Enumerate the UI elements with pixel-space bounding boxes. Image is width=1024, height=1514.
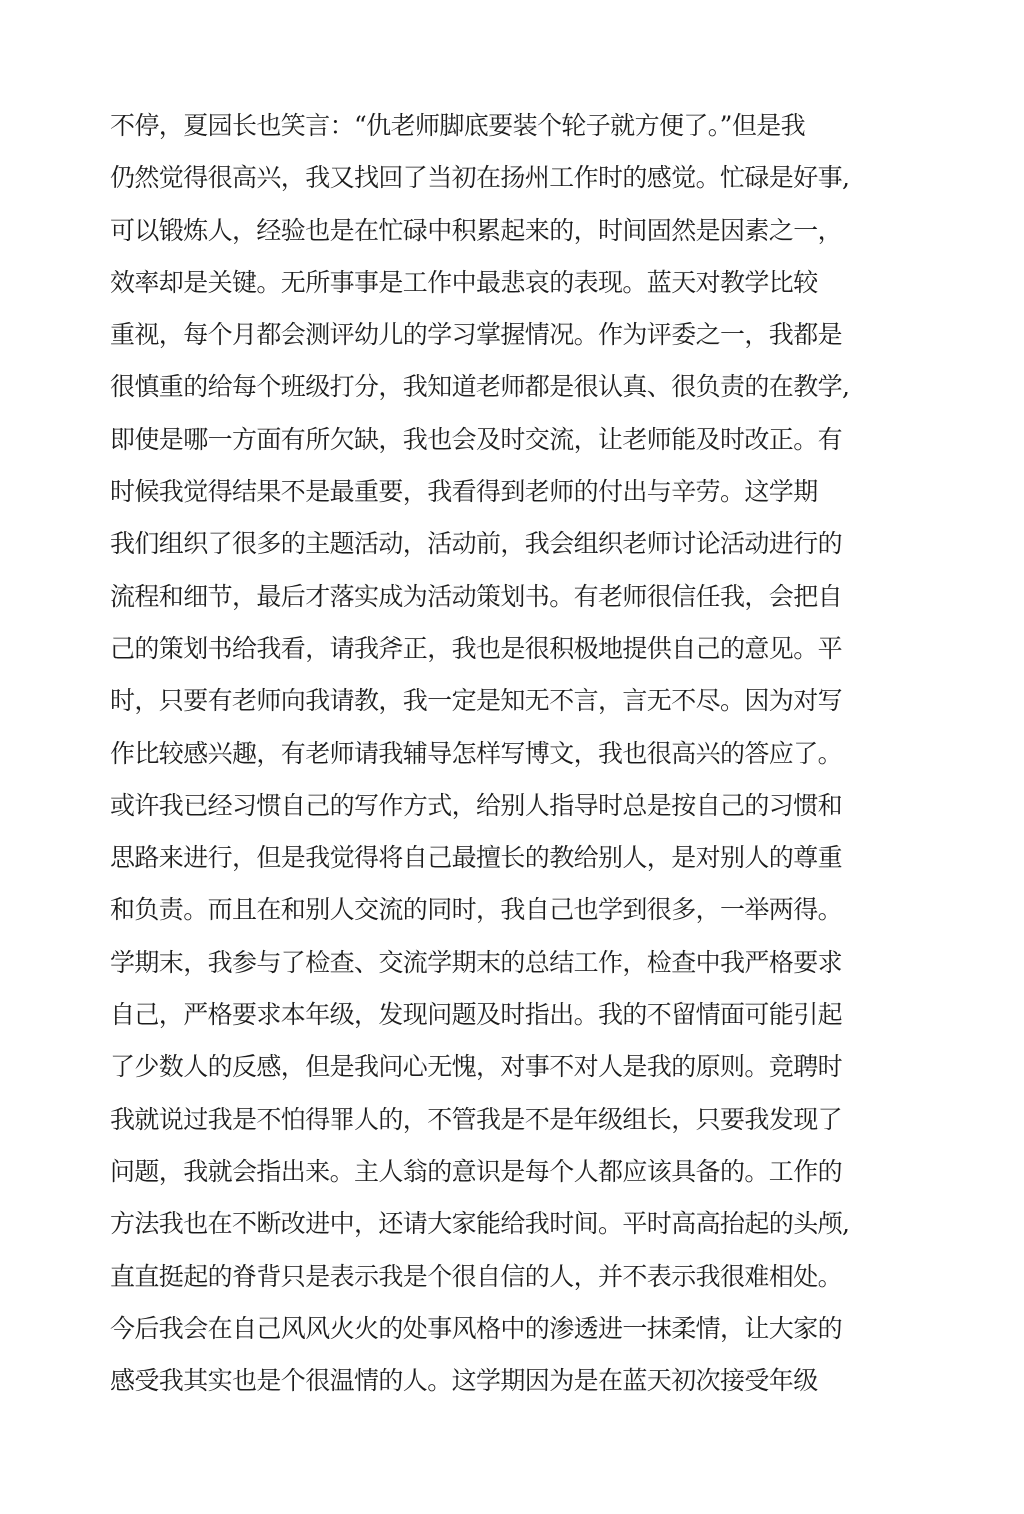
text-line: 自己，严格要求本年级，发现问题及时指出。我的不留情面可能引起: [110, 1000, 843, 1030]
text-line: 或许我已经习惯自己的写作方式，给别人指导时总是按自己的习惯和: [110, 790, 843, 820]
text-line: 我就说过我是不怕得罪人的，不管我是不是年级组长，只要我发现了: [110, 1104, 843, 1134]
text-line: 效率却是关键。无所事事是工作中最悲哀的表现。蓝天对教学比较: [110, 267, 818, 297]
text-line: 仍然觉得很高兴，我又找回了当初在扬州工作时的感觉。忙碌是好事,: [110, 163, 850, 193]
text-line: 感受我其实也是个很温情的人。这学期因为是在蓝天初次接受年级: [110, 1366, 818, 1396]
text-line: 时，只要有老师向我请教，我一定是知无不言，言无不尽。因为对写: [110, 686, 843, 716]
text-line: 流程和细节，最后才落实成为活动策划书。有老师很信任我，会把自: [110, 581, 843, 611]
text-line: 我们组织了很多的主题活动，活动前，我会组织老师讨论活动进行的: [110, 529, 843, 559]
text-line: 了少数人的反感，但是我问心无愧，对事不对人是我的原则。竞聘时: [110, 1052, 843, 1082]
text-line: 很慎重的给每个班级打分，我知道老师都是很认真、很负责的在教学,: [110, 372, 850, 402]
text-line: 今后我会在自己风风火火的处事风格中的渗透进一抹柔情，让大家的: [110, 1313, 843, 1343]
text-line: 思路来进行，但是我觉得将自己最擅长的教给别人，是对别人的尊重: [110, 843, 843, 873]
text-line: 重视，每个月都会测评幼儿的学习掌握情况。作为评委之一，我都是: [110, 320, 843, 350]
text-line: 直直挺起的脊背只是表示我是个很自信的人，并不表示我很难相处。: [110, 1261, 843, 1291]
text-line: 时候我觉得结果不是最重要，我看得到老师的付出与辛劳。这学期: [110, 477, 818, 507]
body-text: [110, 100, 900, 1407]
text-line: 学期末，我参与了检查、交流学期末的总结工作，检查中我严格要求: [110, 947, 843, 977]
text-line: 和负责。而且在和别人交流的同时，我自己也学到很多，一举两得。: [110, 895, 843, 925]
text-line: 可以锻炼人，经验也是在忙碌中积累起来的，时间固然是因素之一，: [110, 215, 843, 245]
text-line: 作比较感兴趣，有老师请我辅导怎样写博文，我也很高兴的答应了。: [110, 738, 843, 768]
text-line: 己的策划书给我看，请我斧正，我也是很积极地提供自己的意见。平: [110, 633, 843, 663]
text-line: 不停，夏园长也笑言：“仇老师脚底要装个轮子就方便了。”但是我: [110, 111, 806, 140]
text-line: 问题，我就会指出来。主人翁的意识是每个人都应该具备的。工作的: [110, 1156, 843, 1186]
text-line: 即使是哪一方面有所欠缺，我也会及时交流，让老师能及时改正。有: [110, 424, 843, 454]
text-line: 方法我也在不断改进中，还请大家能给我时间。平时高高抬起的头颅,: [110, 1209, 850, 1239]
